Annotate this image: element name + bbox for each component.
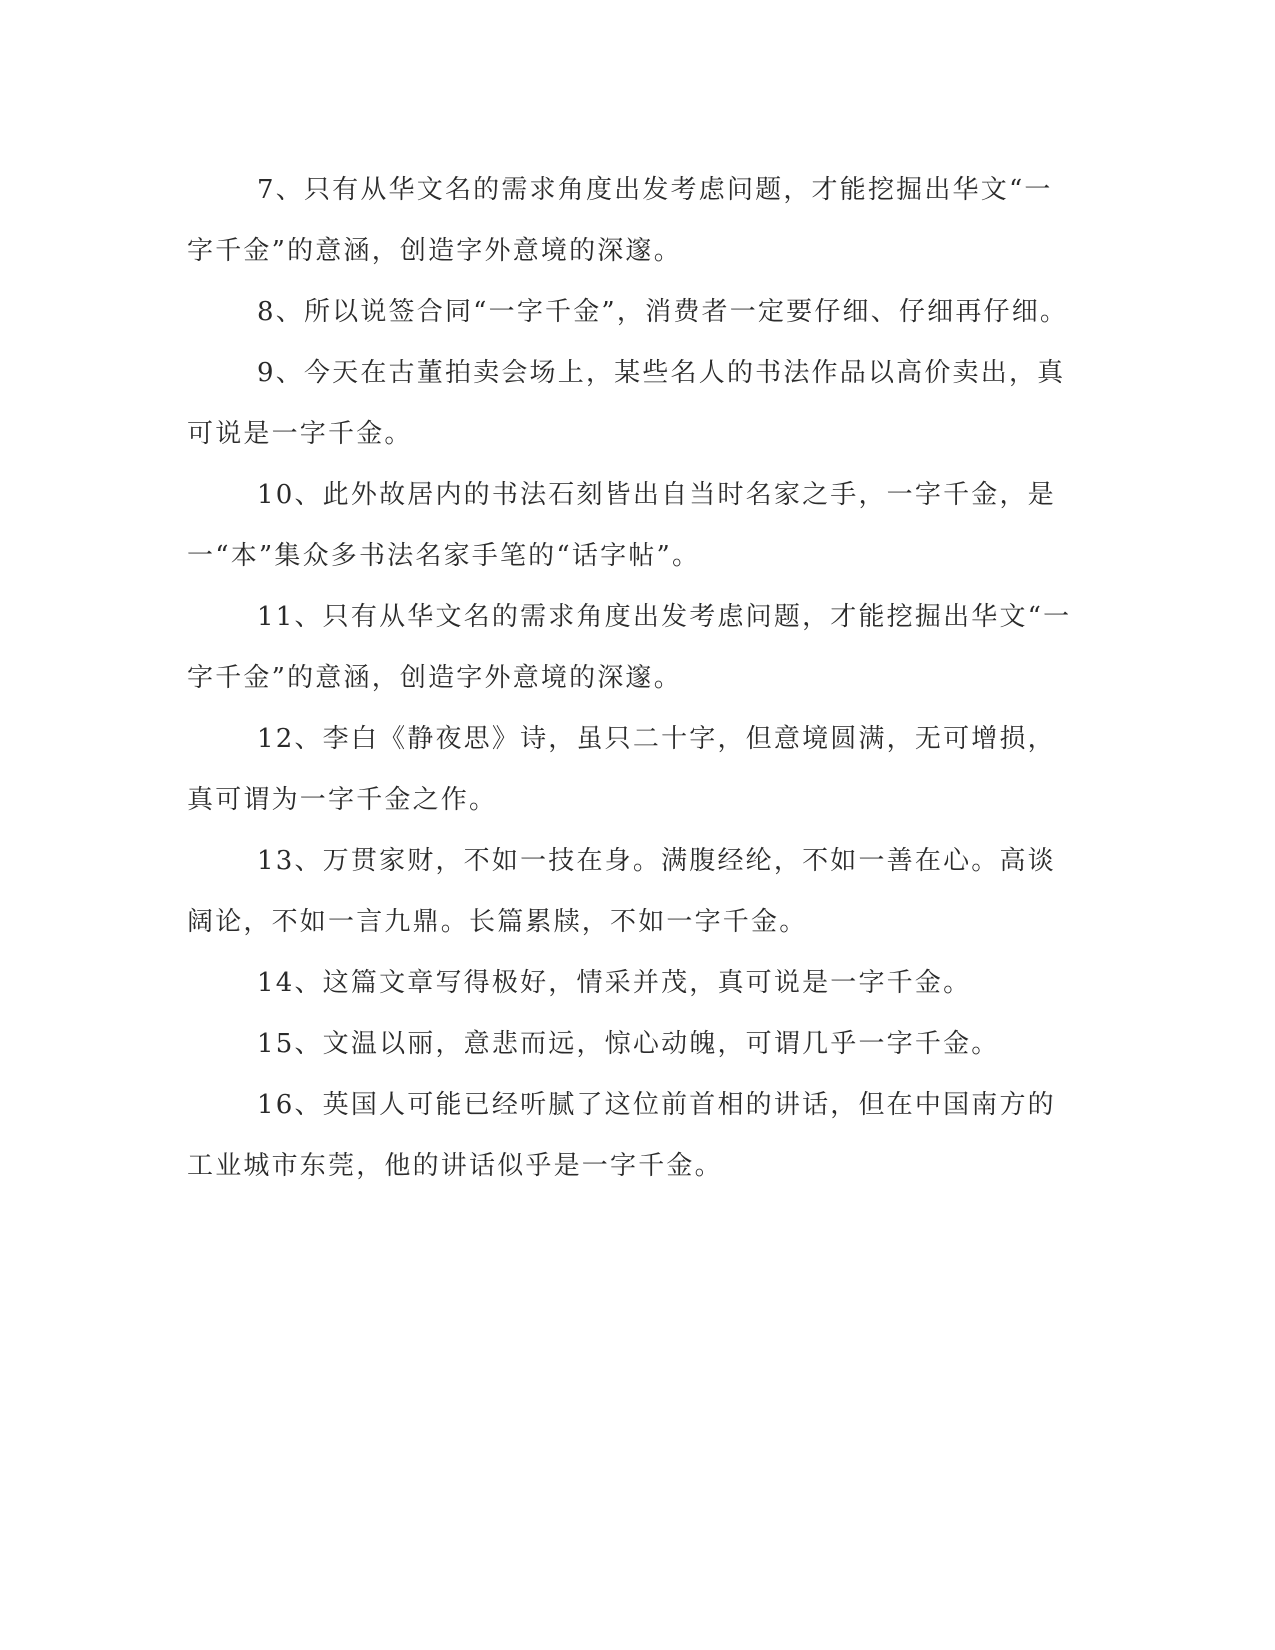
- paragraph-14: 14、这篇文章写得极好，情采并茂，真可说是一字千金。: [257, 968, 972, 998]
- paragraph-15: 15、文温以丽，意悲而远，惊心动魄，可谓几乎一字千金。: [257, 1029, 1000, 1059]
- paragraph-11: 11、只有从华文名的需求角度出发考虑问题，才能挖掘出华文“一字千金”的意涵，创造字外意境的深邃。: [187, 602, 1072, 693]
- document-body: [187, 160, 1072, 1197]
- paragraph-8: 8、所以说签合同“一字千金”，消费者一定要仔细、仔细再仔细。: [257, 297, 1069, 327]
- paragraph-10: 10、此外故居内的书法石刻皆出自当时名家之手，一字千金，是一“本”集众多书法名家手笔的“话字帖”。: [187, 480, 1056, 571]
- paragraph-13: 13、万贯家财，不如一技在身。满腹经纶，不如一善在心。高谈阔论，不如一言九鼎。长篇累牍，不如一字千金。: [187, 846, 1056, 937]
- paragraph-9: 9、今天在古董拍卖会场上，某些名人的书法作品以高价卖出，真可说是一字千金。: [187, 358, 1066, 449]
- paragraph-7: 7、只有从华文名的需求角度出发考虑问题，才能挖掘出华文“一字千金”的意涵，创造字外意境的深邃。: [187, 175, 1053, 266]
- paragraph-12: 12、李白《静夜思》诗，虽只二十字，但意境圆满，无可增损，真可谓为一字千金之作。: [187, 724, 1056, 815]
- paragraph-16: 16、英国人可能已经听腻了这位前首相的讲话，但在中国南方的工业城市东莞，他的讲话似乎是一字千金。: [187, 1090, 1056, 1181]
